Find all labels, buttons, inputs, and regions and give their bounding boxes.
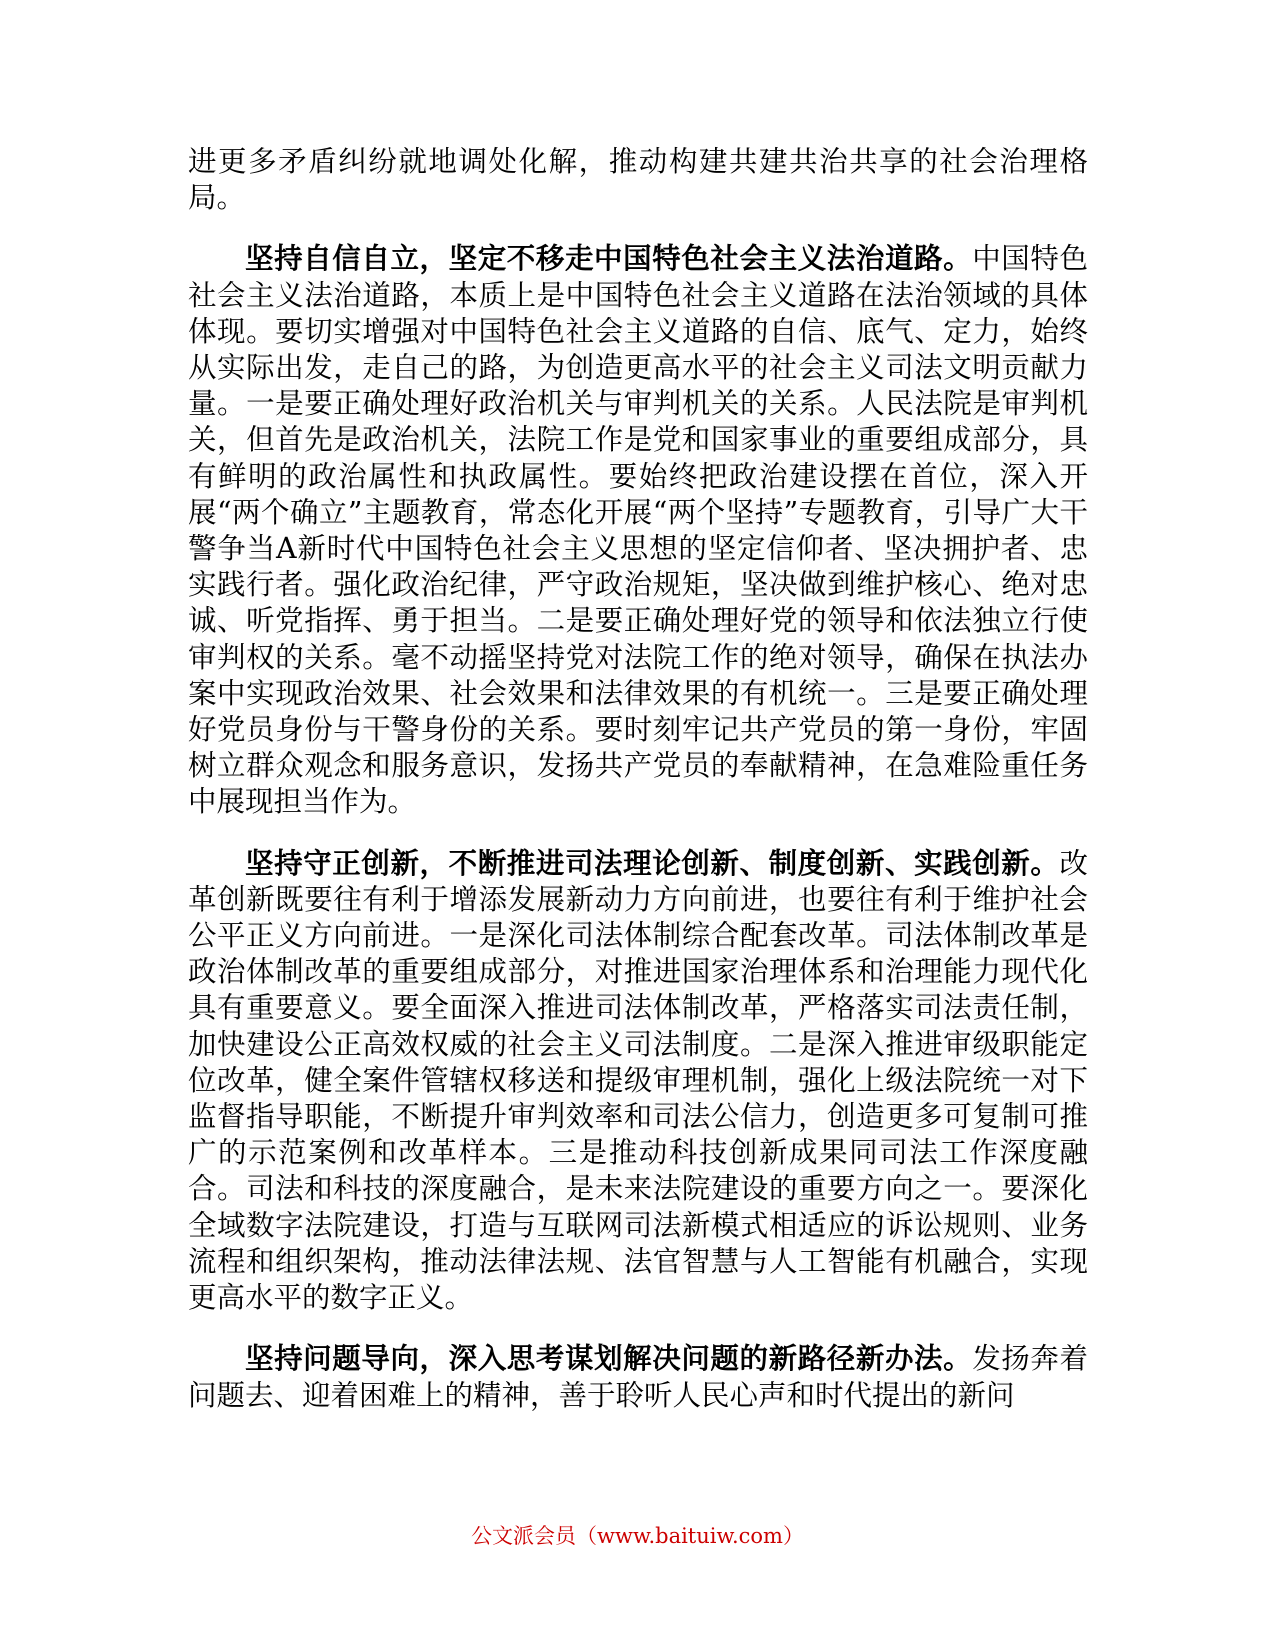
document-body: [188, 144, 1088, 1438]
paragraph-text: 改革创新既要往有利于增添发展新动力方向前进，也要往有利于维护社会公平正义方向前进。一是深化司法体制综合配套改革。司法体制改革是政治体制改革的重要组成部分，对推进国家治理体系和治理能力现代化具有重要意义。要全面深入推进司法体制改革，严格落实司法责任制，加快建设公正高效权威的社会主义司法制度。二是深入推进审级职能定位改革，健全案件管辖权移送和提级审理机制，强化上级法院统一对下监督指导职能，不断提升审判效率和司法公信力，创造更多可复制可推广的示范案例和改革样本。三是推动科技创新成果同司法工作深度融合。司法和科技的深度融合，是未来法院建设的重要方向之一。要深化全域数字法院建设，打造与互联网司法新模式相适应的诉讼规则、业务流程和组织架构，推动法律法规、法官智慧与人工智能有机融合，实现更高水平的数字正义。: [188, 846, 1088, 1315]
paragraph-problem-oriented: [188, 1340, 1088, 1413]
paragraph-confidence: [188, 240, 1088, 820]
paragraph-heading: 坚持问题导向，深入思考谋划解决问题的新路径新办法。: [245, 1341, 973, 1376]
paragraph-text: 中国特色社会主义法治道路，本质上是中国特色社会主义道路在法治领域的具体体现。要切实增强对中国特色社会主义道路的自信、底气、定力，始终从实际出发，走自己的路，为创造更高水平的社会主义司法文明贡献力量。一是要正确处理好政治机关与审判机关的关系。人民法院是审判机关，但首先是政治机关，法院工作是党和国家事业的重要组成部分，具有鲜明的政治属性和执政属性。要始终把政治建设摆在首位，深入开展“两个确立”主题教育，常态化开展“两个坚持”专题教育，引导广大干警争当A新时代中国特色社会主义思想的坚定信仰者、坚决拥护者、忠实践行者。强化政治纪律，严守政治规矩，坚决做到维护核心、绝对忠诚、听党指挥、勇于担当。二是要正确处理好党的领导和依法独立行使审判权的关系。毫不动摇坚持党对法院工作的绝对领导，确保在执法办案中实现政治效果、社会效果和法律效果的有机统一。三是要正确处理好党员身份与干警身份的关系。要时刻牢记共产党员的第一身份，牢固树立群众观念和服务意识，发扬共产党员的奉献精神，在急难险重任务中展现担当作为。: [188, 242, 1088, 819]
paragraph-heading: 坚持守正创新，不断推进司法理论创新、制度创新、实践创新。: [245, 845, 1060, 880]
paragraph-heading: 坚持自信自立，坚定不移走中国特色社会主义法治道路。: [245, 241, 973, 276]
paragraph-innovation: [188, 845, 1088, 1317]
paragraph-text: 进更多矛盾纠纷就地调处化解，推动构建共建共治共享的社会治理格局。: [188, 145, 1088, 215]
paragraph-continuation: [188, 144, 1088, 216]
paragraph-text: 发扬奔着问题去、迎着困难上的精神，善于聆听人民心声和时代提出的新问: [188, 1342, 1088, 1412]
footer-watermark: 公文派会员（www.baituiw.com）: [471, 1524, 804, 1548]
